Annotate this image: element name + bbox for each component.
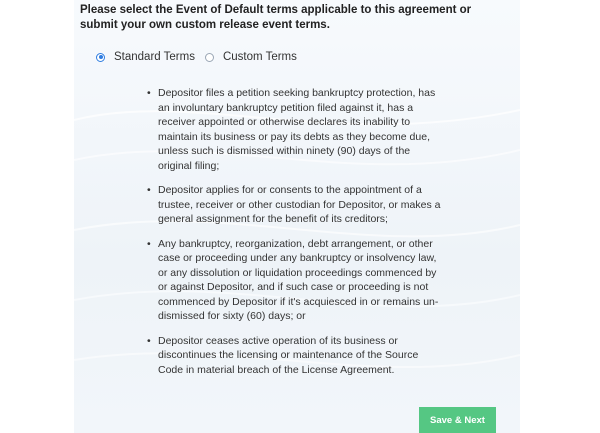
list-item	[146, 183, 446, 227]
bullet-icon: •	[147, 184, 151, 196]
standard-terms-label: Standard Terms	[114, 51, 195, 63]
list-item	[146, 334, 446, 378]
standard-terms-radio-indicator[interactable]	[96, 53, 105, 62]
custom-terms-radio[interactable]	[205, 51, 297, 63]
bullet-icon: •	[147, 334, 151, 347]
standard-terms-radio[interactable]	[96, 51, 195, 63]
list-item	[146, 86, 446, 173]
term-text: Depositor applies for or consents to the appointment of a trustee, receiver or other custodian for Depositor, or makes a general assignment for the benefit of its creditors;	[158, 184, 441, 225]
term-text: Depositor files a petition seeking bankruptcy protection, has an involuntary bankruptcy petition filed against it, has a receiver appointed or otherwise declares its inability to maintain its business or pay its debts as they become due, unless such is dismissed within ninety (90) days of the original filing;	[158, 87, 436, 172]
bullet-icon: •	[147, 237, 151, 250]
section-heading: Please select the Event of Default terms applicable to this agreement or submit your own custom release event terms.	[80, 4, 472, 31]
custom-terms-label: Custom Terms	[222, 51, 297, 63]
term-text: Depositor ceases active operation of its business or discontinues the licensing or maintenance of the Source Code in material breach of the License Agreement.	[158, 334, 419, 376]
bullet-icon: •	[147, 87, 151, 99]
custom-terms-radio-indicator[interactable]	[205, 53, 214, 62]
list-item	[146, 237, 446, 324]
terms-radio-group	[96, 51, 307, 63]
event-of-default-terms-list	[146, 86, 446, 387]
save-and-next-button[interactable]: Save & Next	[419, 407, 496, 433]
term-text: Any bankruptcy, reorganization, debt arrangement, or other case or proceeding under any bankruptcy or insolvency law, or any dissolution or liquidation proceedings commenced by or against Depositor, and if such case or proceeding is not commenced by Depositor if it's acquiesced in or remains un-dismissed for sixty (60) days; or	[158, 237, 439, 322]
